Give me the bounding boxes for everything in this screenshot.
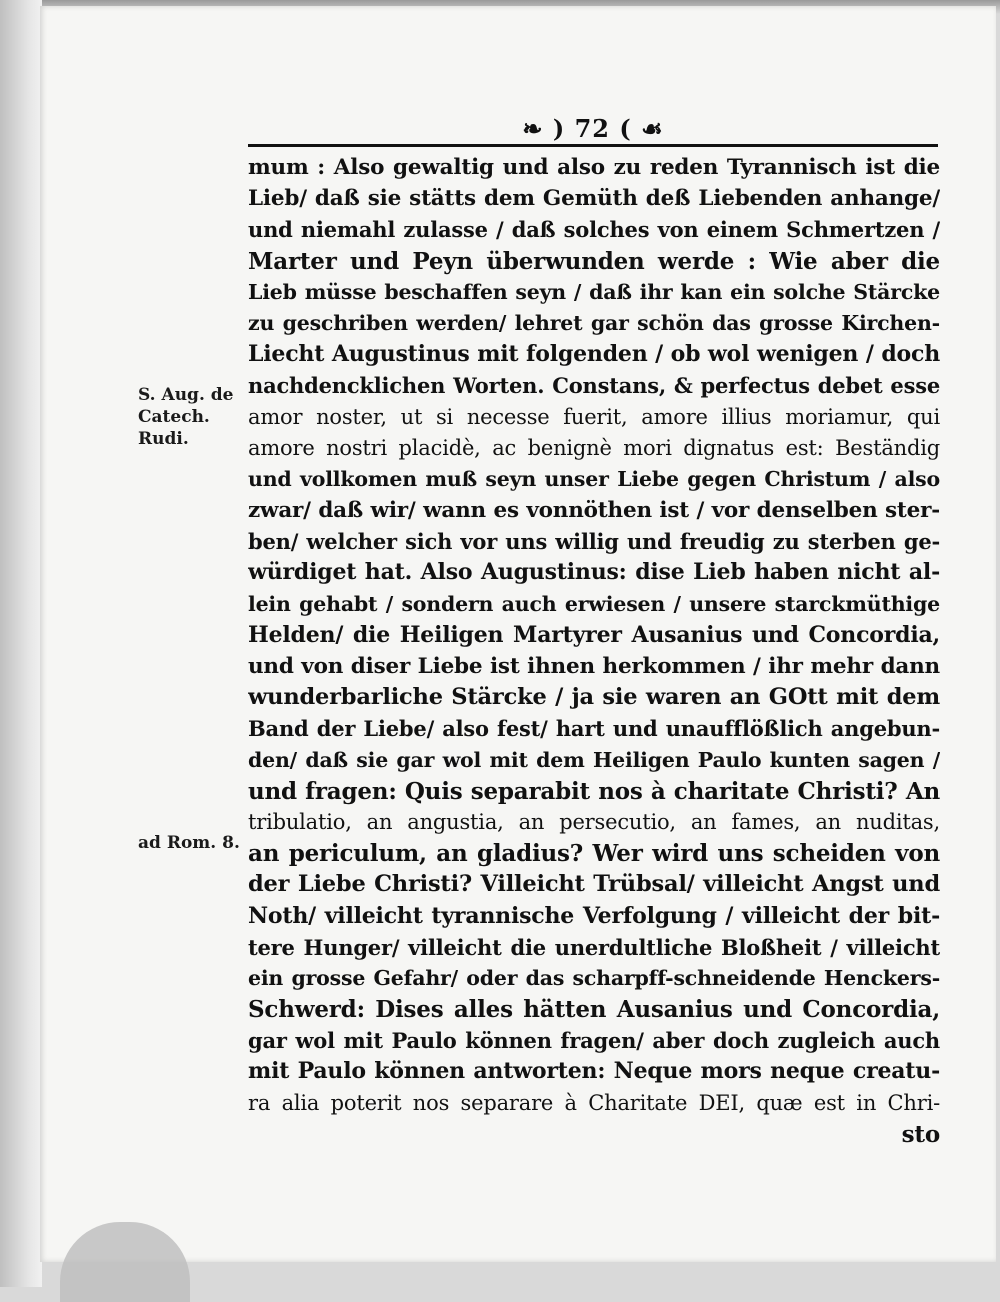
- text-line: den/ daß sie gar wol mit dem Heiligen Paulo kunten sagen /: [248, 747, 940, 772]
- text-line: Helden/ die Heiligen Martyrer Ausanius und Concordia,: [248, 621, 940, 648]
- text-line: und fragen: Quis separabit nos à charitate Christi? An: [248, 777, 940, 805]
- text-line: zwar/ daß wir/ wann es vonnöthen ist / vor denselben ster-: [248, 498, 940, 524]
- text-line: tribulatio, an angustia, an persecutio, an fames, an nuditas,: [248, 809, 940, 834]
- text-line: würdiget hat. Also Augustinus: dise Lieb haben nicht al-: [248, 559, 940, 586]
- catchword: sto: [901, 1120, 940, 1148]
- text-line: nachdencklichen Worten. Constans, & perfectus debet esse: [248, 373, 940, 399]
- text-line: gar wol mit Paulo können fragen/ aber doch zugleich auch: [248, 1028, 940, 1054]
- text-line: Schwerd: Dises alles hätten Ausanius und Concordia,: [248, 996, 940, 1024]
- scan-edge-left: [0, 0, 42, 1287]
- text-line: ein grosse Gefahr/ oder das scharpff-schneidende Henckers-: [248, 965, 940, 990]
- header-rule: [248, 144, 938, 147]
- text-line: und vollkomen muß seyn unser Liebe gegen Christum / also: [248, 466, 940, 491]
- text-line: Liecht Augustinus mit folgenden / ob wol wenigen / doch: [248, 341, 940, 368]
- text-line: amore nostri placidè, ac benignè mori dignatus est: Beständig: [248, 435, 940, 460]
- margin-note-romans: ad Rom. 8.: [138, 833, 240, 853]
- text-line: tere Hunger/ villeicht die unerdultliche Bloßheit / villeicht: [248, 934, 940, 960]
- ornament-left-icon: ❧ ): [522, 114, 575, 143]
- text-line: zu geschriben werden/ lehret gar schön das grosse Kirchen-: [248, 310, 940, 335]
- page-number-value: 72: [574, 114, 610, 143]
- ornament-right-icon: ( ☙: [610, 114, 664, 143]
- text-line: mit Paulo können antworten: Neque mors neque creatu-: [248, 1058, 940, 1085]
- text-line: wunderbarliche Stärcke / ja sie waren an GOtt mit dem: [248, 684, 940, 711]
- text-line: Marter und Peyn überwunden werde : Wie aber die: [248, 247, 940, 275]
- text-line: amor noster, ut si necesse fuerit, amore illius moriamur, qui: [248, 404, 940, 429]
- text-line: lein gehabt / sondern auch erwiesen / unsere starckmüthige: [248, 591, 940, 616]
- text-line: an periculum, an gladius? Wer wird uns scheiden von: [248, 840, 940, 868]
- page-header: [248, 112, 938, 148]
- text-line: Lieb müsse beschaffen seyn / daß ihr kan ein solche Stärcke: [248, 279, 940, 304]
- text-line: Noth/ villeicht tyrannische Verfolgung / villeicht der bit-: [248, 902, 940, 929]
- text-line: mum : Also gewaltig und also zu reden Tyrannisch ist die: [248, 155, 940, 180]
- text-line: Lieb/ daß sie stätts dem Gemüth deß Liebenden anhange/: [248, 186, 940, 212]
- body-text: [248, 152, 940, 1150]
- page-number: [248, 114, 938, 143]
- text-line: ra alia poterit nos separare à Charitate DEI, quæ est in Chri-: [248, 1090, 940, 1115]
- text-line: Band der Liebe/ also fest/ hart und unaufflößlich angebun-: [248, 716, 940, 742]
- text-line: ben/ welcher sich vor uns willig und freudig zu sterben ge-: [248, 529, 940, 555]
- margin-note-augustine: S. Aug. de Catech. Rudi.: [138, 385, 234, 449]
- text-line: der Liebe Christi? Villeicht Trübsal/ villeicht Angst und: [248, 871, 940, 898]
- text-line: und niemahl zulasse / daß solches von einem Schmertzen /: [248, 217, 940, 243]
- text-line: und von diser Liebe ist ihnen herkommen / ihr mehr dann: [248, 654, 940, 679]
